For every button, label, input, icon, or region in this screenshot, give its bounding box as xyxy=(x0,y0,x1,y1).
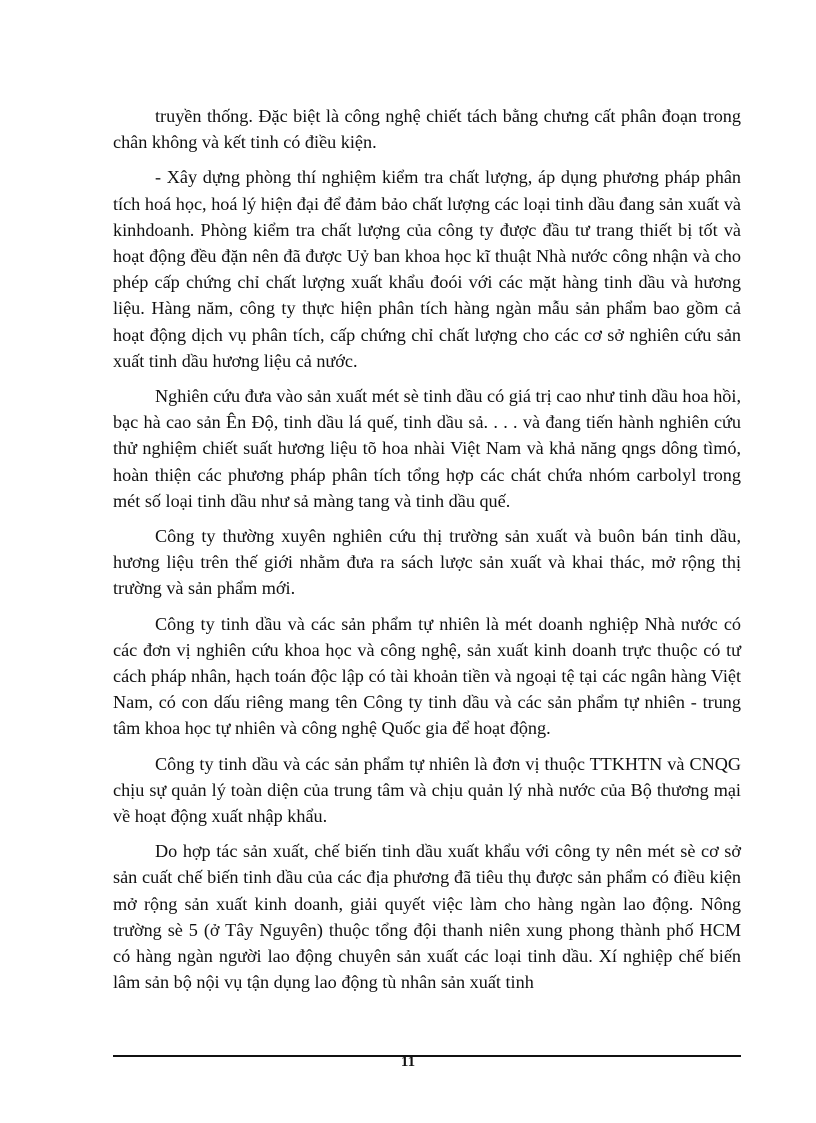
paragraph-6: Công ty tinh dầu và các sản phẩm tự nhiên là đơn vị thuộc TTKHTN và CNQG chịu sự quản lý toàn diện của trung tâm và chịu quản lý nhà nước của Bộ thương mại về hoạt động xuất nhập khẩu. xyxy=(113,753,741,827)
body-text xyxy=(113,103,741,1005)
paragraph-5: Công ty tinh dầu và các sản phẩm tự nhiên là mét doanh nghiệp Nhà nước có các đơn vị nghiên cứu khoa học và công nghệ, sản xuất kinh doanh trực thuộc có tư cách pháp nhân, hạch toán độc lập có tài khoản tiền và ngoại tệ tại các ngân hàng Việt Nam, có con dấu riêng mang tên Công ty tinh dầu và các sản phẩm tự nhiên - trung tâm khoa học tự nhiên và công nghệ Quốc gia để hoạt động. xyxy=(113,613,741,739)
paragraph-2: - Xây dựng phòng thí nghiệm kiểm tra chất lượng, áp dụng phương pháp phân tích hoá học, hoá lý hiện đại để đảm bảo chất lượng các loại tinh dầu đang sản xuất và kinhdoanh. Phòng kiểm tra chất lượng của công ty được đầu tư trang thiết bị tốt và hoạt động đều đặn nên đã được Uỷ ban khoa học kĩ thuật Nhà nước công nhận và cho phép cấp chứng chỉ chất lượng xuất khẩu đoói với các mặt hàng tinh dầu và hương liệu. Hàng năm, công ty thực hiện phân tích hàng ngàn mẫu sản phẩm bao gồm cả hoạt động dịch vụ phân tích, cấp chứng chỉ chất lượng cho các cơ sở nghiên cứu sản xuất tinh dầu hương liệu cả nước. xyxy=(113,167,741,371)
paragraph-3: Nghiên cứu đưa vào sản xuất mét sè tinh dầu có giá trị cao như tinh dầu hoa hồi, bạc hà cao sản Ên Độ, tinh dầu lá quế, tinh dầu sả. . . . và đang tiến hành nghiên cứu thử nghiệm chiết suất hương liệu tõ hoa nhài Việt Nam và khả năng qngs dông tìmó, hoàn thiện các phương pháp phân tích tổng hợp các chát chứa nhóm carbolyl trong mét số loại tinh dầu như sả màng tang và tinh dầu quế. xyxy=(113,386,741,511)
page-number: 11 xyxy=(400,1054,416,1070)
paragraph-1: truyền thống. Đặc biệt là công nghệ chiết tách bằng chưng cất phân đoạn trong chân không và kết tinh có điều kiện. xyxy=(113,106,741,153)
paragraph-7: Do hợp tác sản xuất, chế biến tinh dầu xuất khẩu với công ty nên mét sè cơ sở sản cuất chế biến tinh dầu của các địa phương đã tiêu thụ được sản phẩm có điều kiện mở rộng sản xuất kinh doanh, giải quyết việc làm cho hàng ngàn lao động. Nông trường sè 5 (ở Tây Nguyên) thuộc tổng đội thanh niên xung phong thành phố HCM có hàng ngàn người lao động chuyên sản xuất các loại tinh dầu. Xí nghiệp chế biến lâm sản bộ nội vụ tận dụng lao động tù nhân sản xuất tinh xyxy=(113,841,741,993)
paragraph-4: Công ty thường xuyên nghiên cứu thị trường sản xuất và buôn bán tinh dầu, hương liệu trên thế giới nhằm đưa ra sách lược sản xuất và khai thác, mở rộng thị trường và sản phẩm mới. xyxy=(113,526,741,599)
